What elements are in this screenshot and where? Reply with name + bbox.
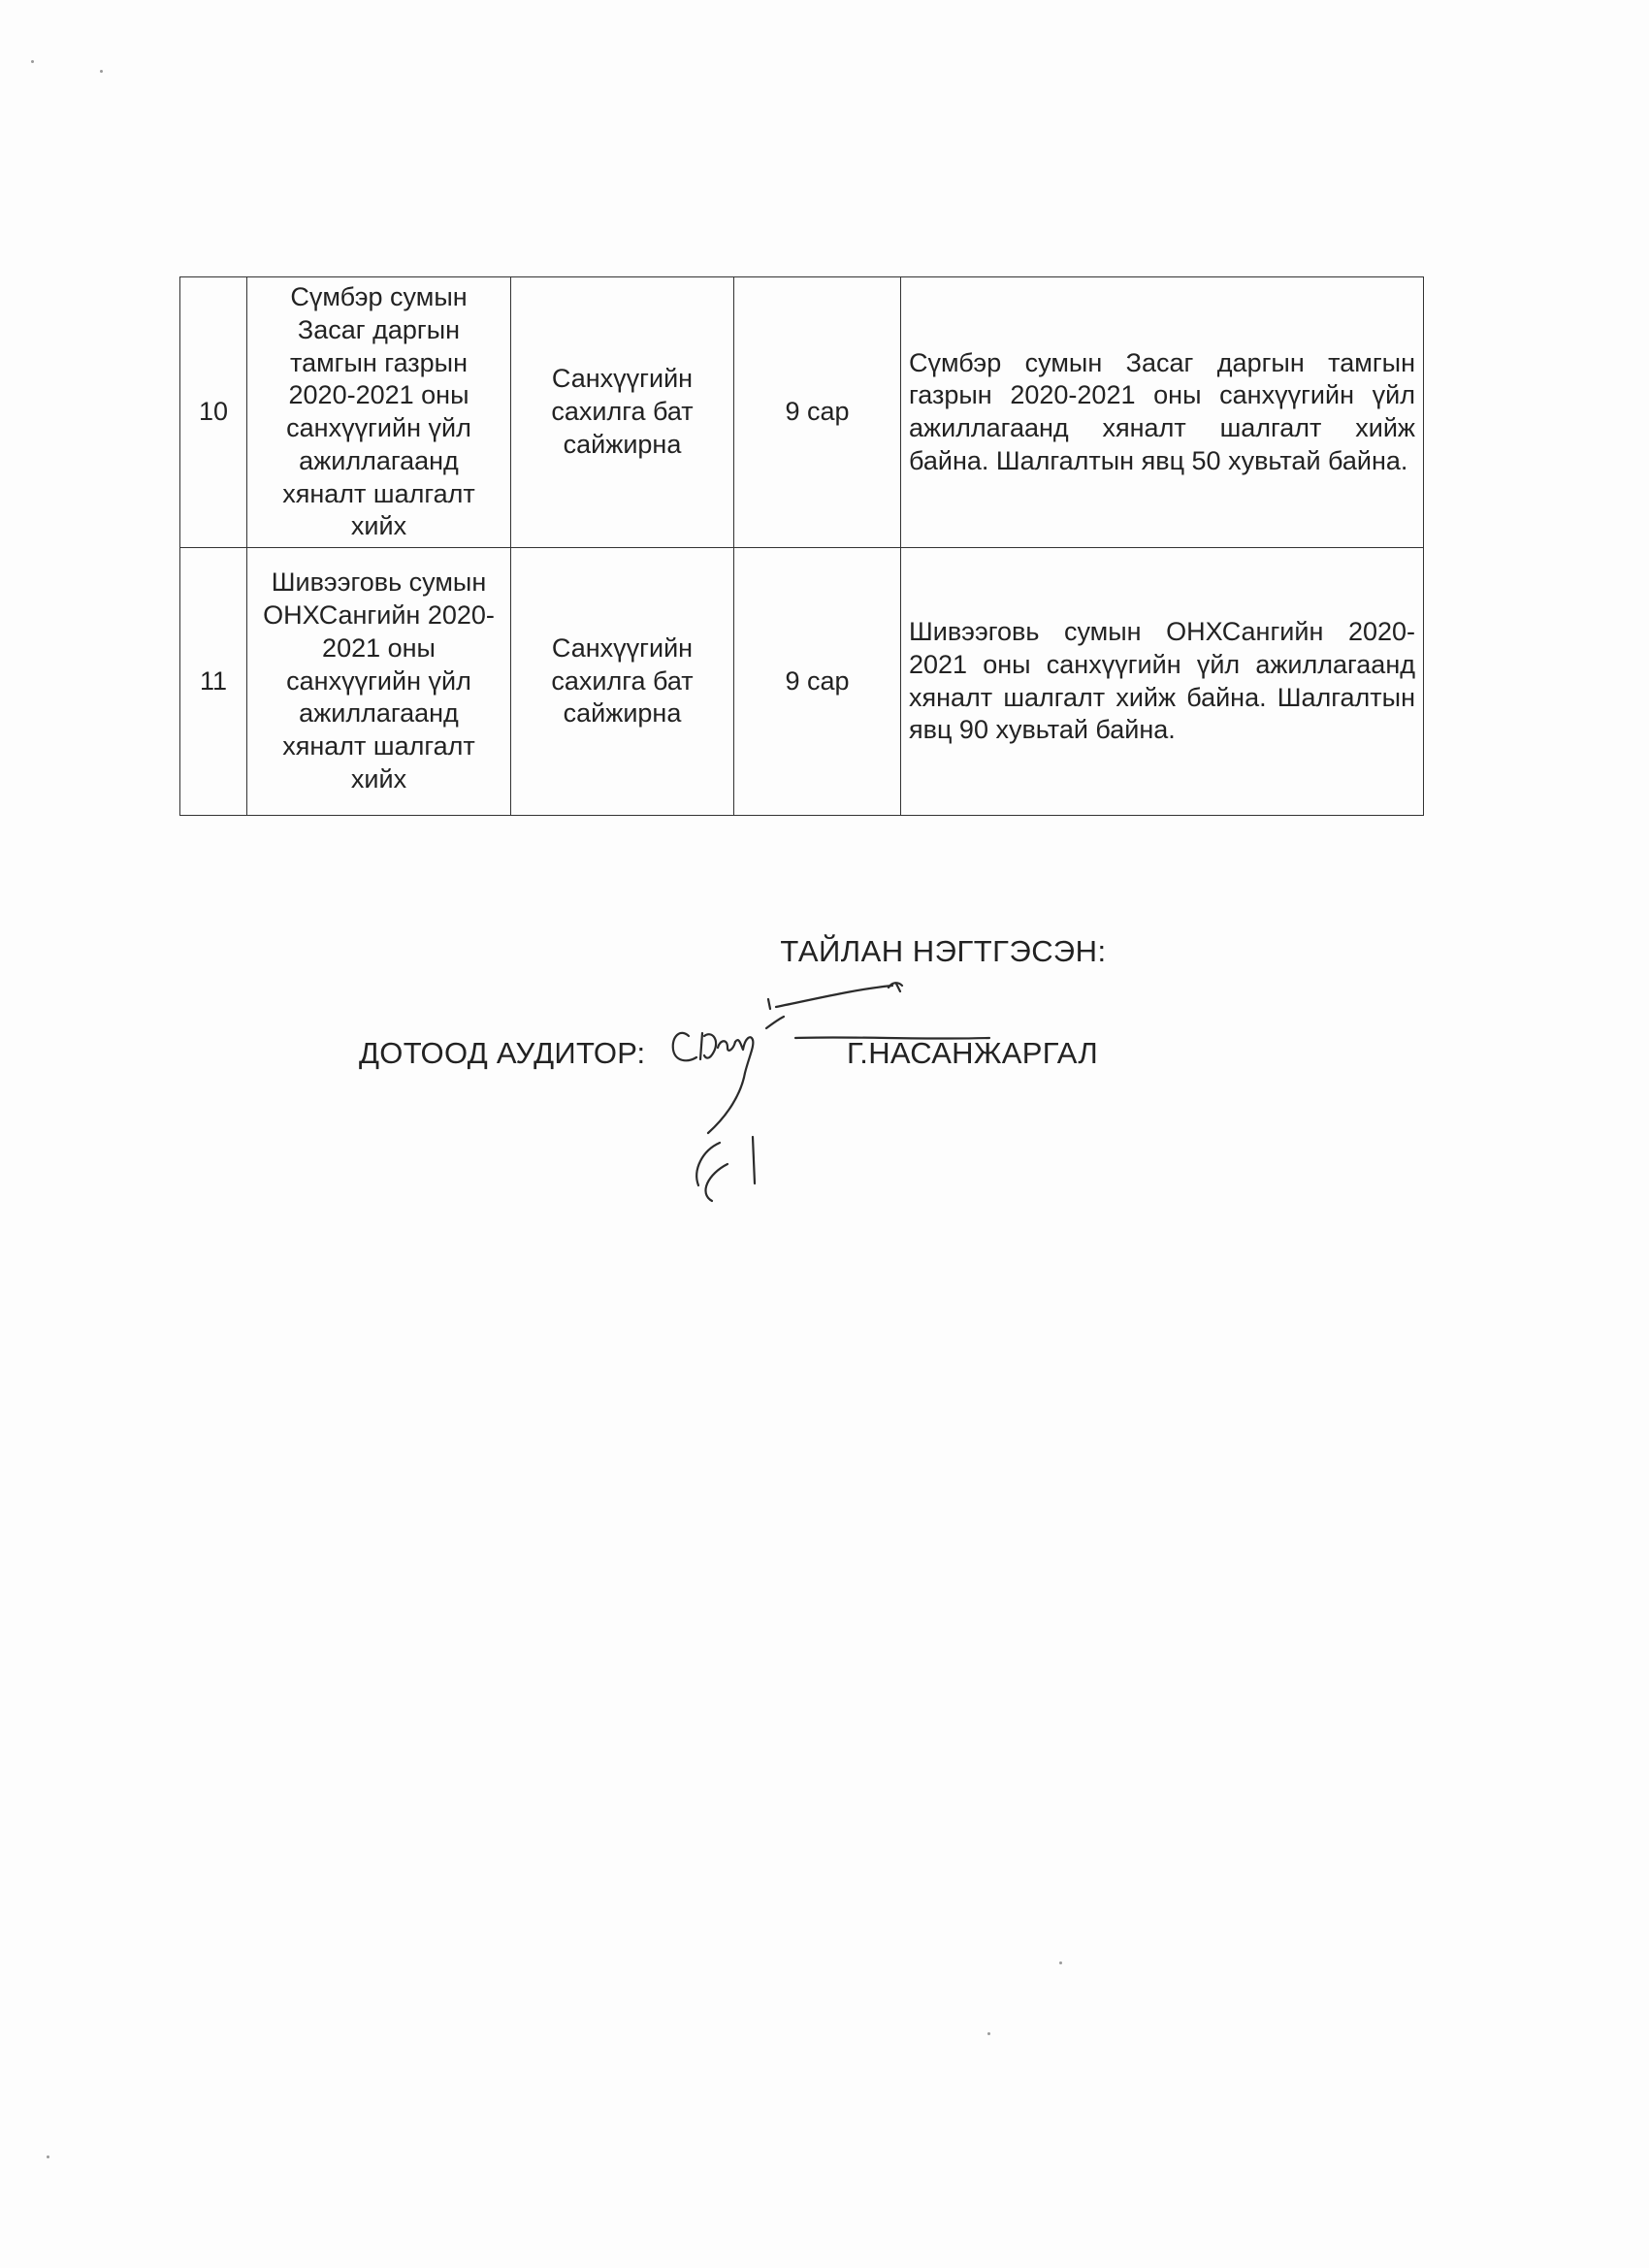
- table-row: [180, 277, 1424, 548]
- task-cell: Сүмбэр сумын Засаг даргын тамгын газрын 2020-2021 оны санхүүгийн үйл ажиллагаанд хяналт шалгалт хийх: [247, 277, 511, 548]
- row-number: 10: [180, 277, 247, 548]
- expected-result-cell: Санхүүгийн сахилга бат сайжирна: [511, 277, 734, 548]
- auditor-signature: [660, 980, 1048, 1203]
- auditor-label: ДОТООД АУДИТОР:: [359, 1036, 646, 1070]
- progress-cell: Шивээговь сумын ОНХСангийн 2020-2021 оны санхүүгийн үйл ажиллагаанд хяналт шалгалт хийж байна. Шалгалтын явц 90 хувьтай байна.: [901, 548, 1424, 816]
- audit-plan-table: [179, 276, 1424, 816]
- expected-result-cell: Санхүүгийн сахилга бат сайжирна: [511, 548, 734, 816]
- task-cell: Шивээговь сумын ОНХСангийн 2020-2021 оны санхүүгийн үйл ажиллагаанд хяналт шалгалт хийх: [247, 548, 511, 816]
- row-number: 11: [180, 548, 247, 816]
- report-compiled-label: ТАЙЛАН НЭГТГЭСЭН:: [780, 934, 1107, 968]
- progress-cell: Сүмбэр сумын Засаг даргын тамгын газрын 2020-2021 оны санхүүгийн үйл ажиллагаанд хяналт шалгалт хийж байна. Шалгалтын явц 50 хувьтай байна.: [901, 277, 1424, 548]
- table-row: [180, 548, 1424, 816]
- term-cell: 9 сар: [734, 277, 901, 548]
- term-cell: 9 сар: [734, 548, 901, 816]
- auditor-name: Г.НАСАНЖАРГАЛ: [847, 1036, 1099, 1070]
